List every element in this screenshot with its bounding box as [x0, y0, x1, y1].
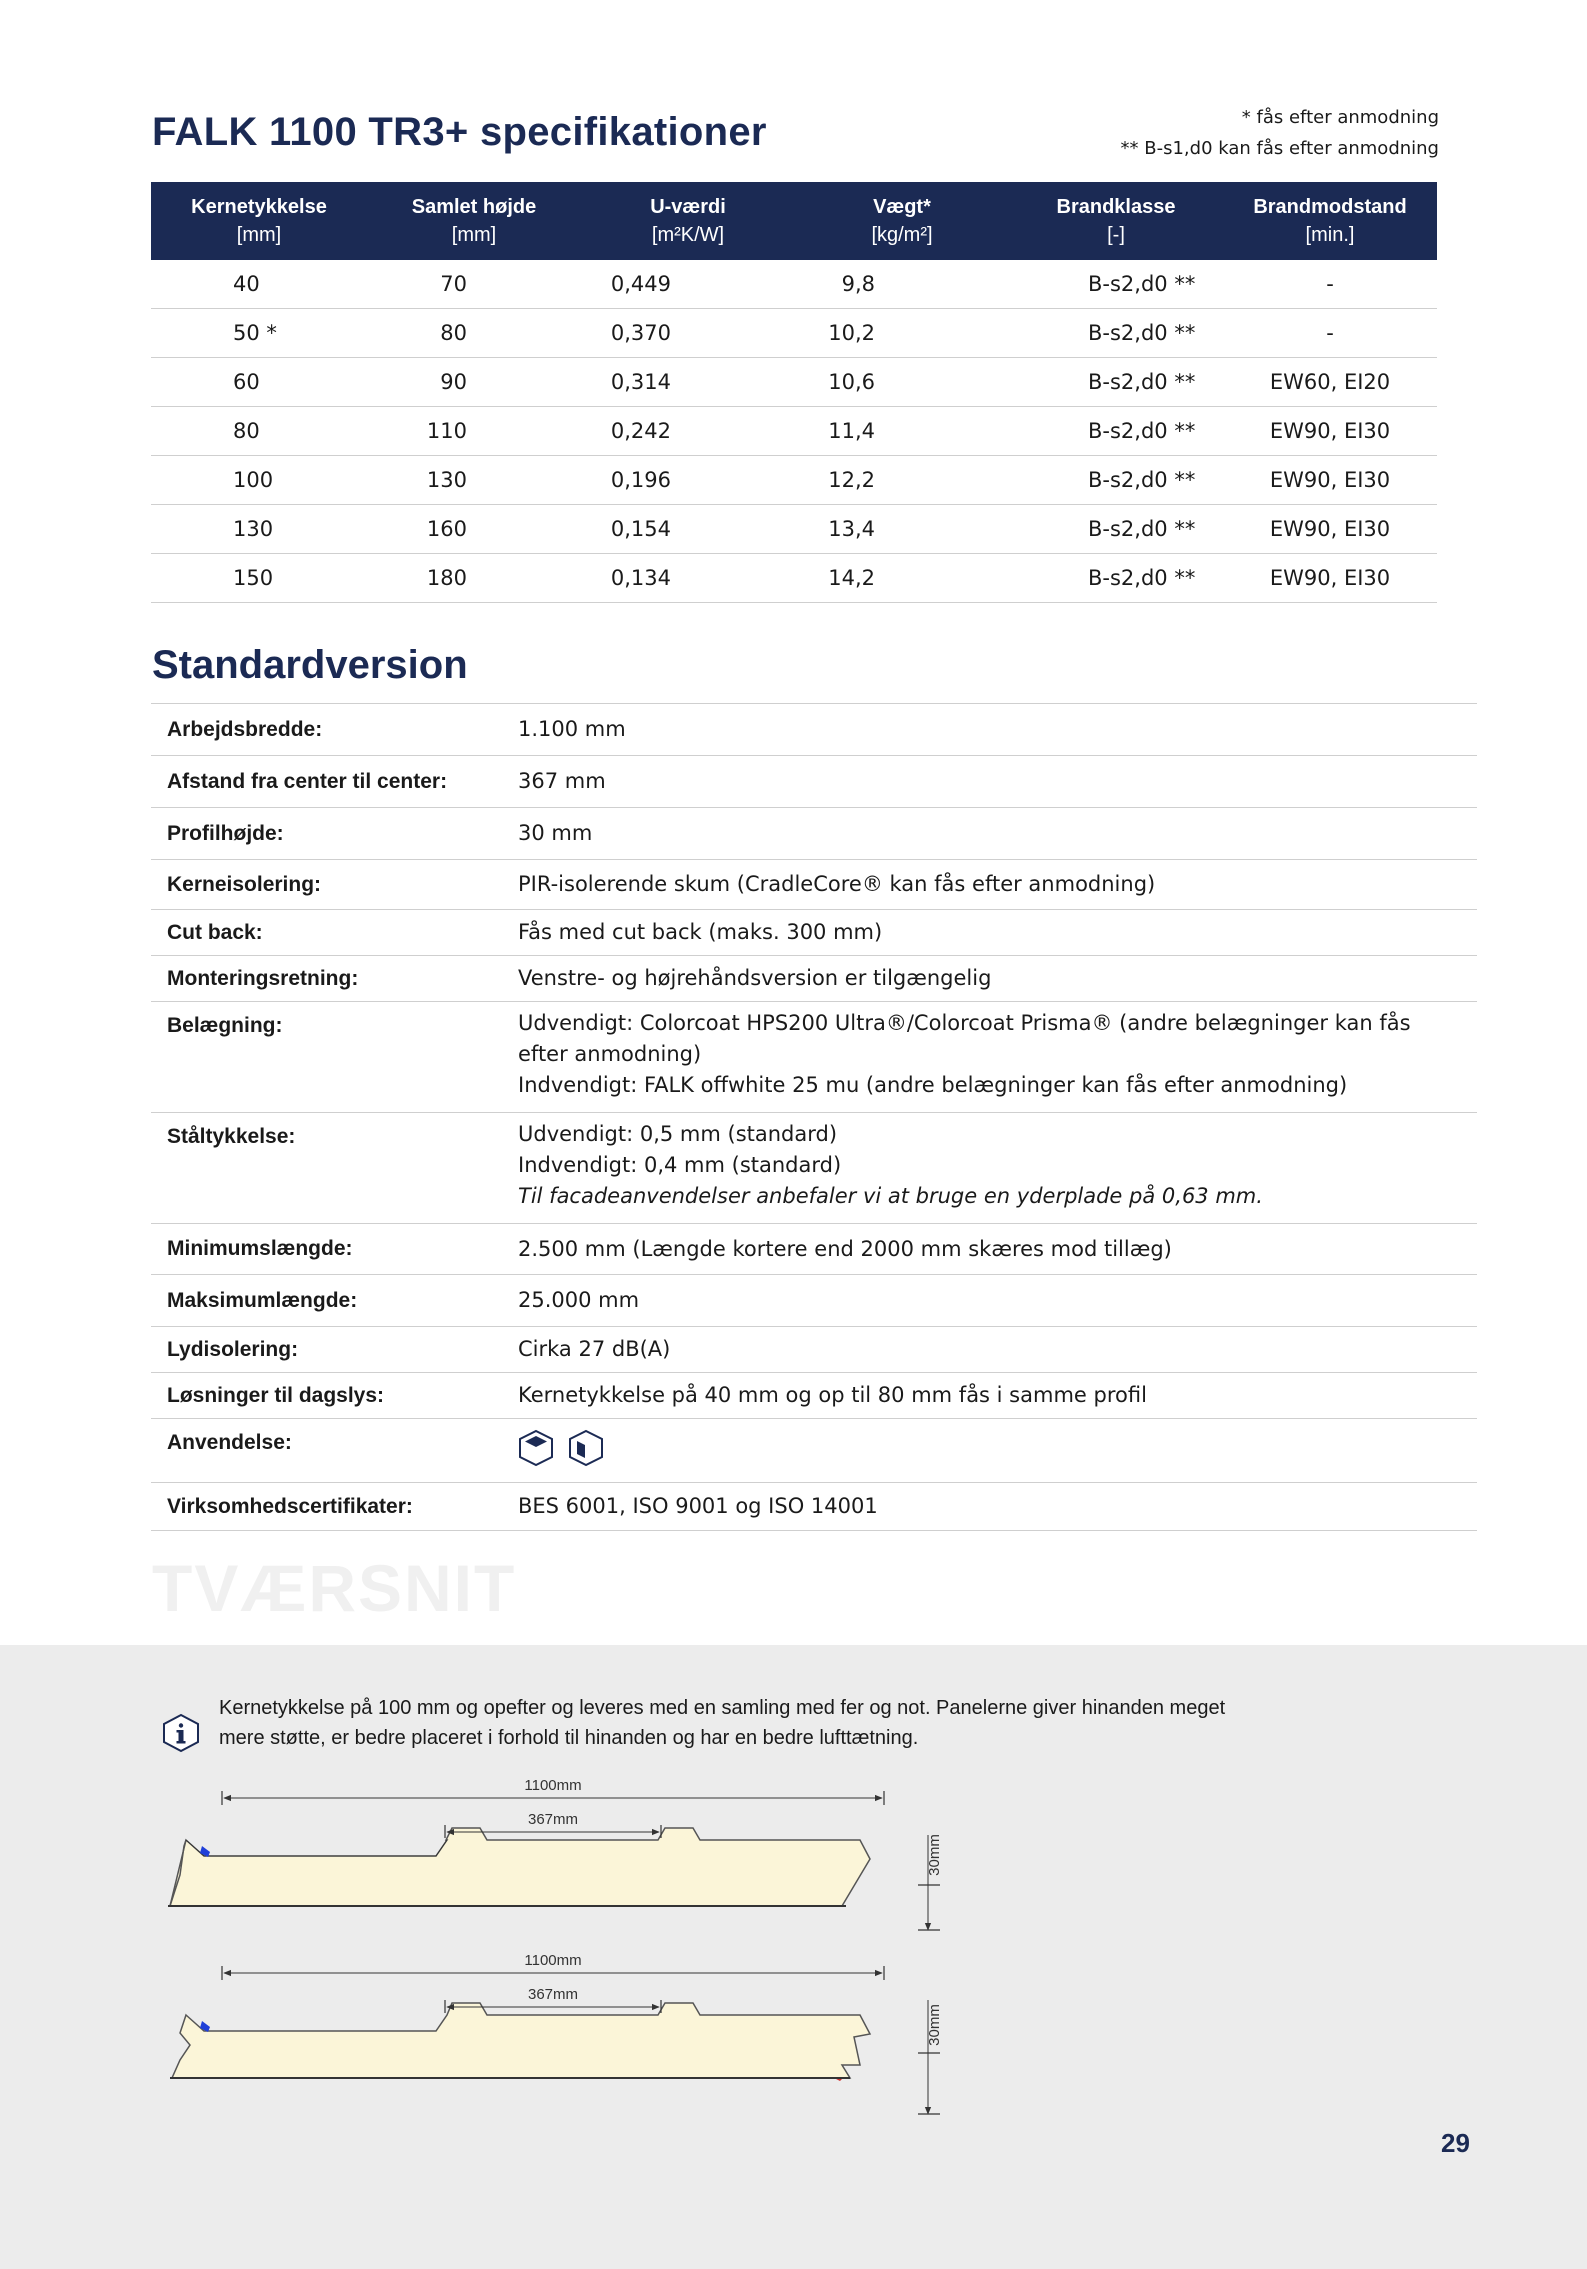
spec-row-staltykkelse	[151, 1113, 1477, 1224]
cell-u-vaerdi: 0,242	[581, 407, 795, 456]
cell-brandmodstand: EW90, EI30	[1223, 456, 1437, 505]
table-row	[151, 554, 1437, 603]
table-row	[151, 505, 1437, 554]
spec-row-cut-back	[151, 910, 1477, 956]
spec-row-profilhojde	[151, 808, 1477, 860]
spec-label: Virksomhedscertifikater:	[167, 1494, 413, 1518]
header-brandmodstand: Brandmodstand [min.]	[1223, 182, 1437, 260]
spec-value: Fås med cut back (maks. 300 mm)	[518, 920, 883, 944]
spec-value: PIR-isolerende skum (CradleCore® kan fås efter anmodning)	[518, 872, 1156, 896]
cell-vaegt: 14,2	[795, 554, 1009, 603]
cell-vaegt: 10,2	[795, 309, 1009, 358]
spec-value: 25.000 mm	[518, 1288, 640, 1312]
cell-u-vaerdi: 0,314	[581, 358, 795, 407]
standard-spec-list	[151, 703, 1477, 1531]
cell-brandmodstand: -	[1223, 260, 1437, 309]
header-u-vaerdi: U-værdi [m²K/W]	[581, 182, 795, 260]
spec-label: Anvendelse:	[167, 1431, 292, 1454]
cell-brandklasse: B-s2,d0 **	[1009, 554, 1223, 603]
info-line: Kernetykkelse på 100 mm og opefter og leveres med en samling med fer og not. Panelerne giver hinanden meget	[219, 1697, 1226, 1719]
footnotes	[1121, 102, 1439, 164]
spec-value: 2.500 mm (Længde kortere end 2000 mm skæres mod tillæg)	[518, 1236, 1172, 1261]
info-text	[219, 1693, 1349, 1753]
panel-profile-bottom	[170, 2003, 870, 2081]
cell-brandklasse: B-s2,d0 **	[1009, 260, 1223, 309]
cell-vaegt: 11,4	[795, 407, 1009, 456]
footnote-star: * fås efter anmodning	[1241, 107, 1439, 128]
spec-label: Løsninger til dagslys:	[167, 1383, 385, 1407]
pitch-dimension-label: 367mm	[527, 1811, 579, 1828]
cell-samlet-hojde: 130	[367, 456, 581, 505]
cell-vaegt: 9,8	[795, 260, 1009, 309]
spec-row-afstand	[151, 756, 1477, 808]
cell-u-vaerdi: 0,154	[581, 505, 795, 554]
spec-value: 367 mm	[518, 769, 606, 793]
cell-u-vaerdi: 0,449	[581, 260, 795, 309]
spec-value: Kernetykkelse på 40 mm og op til 80 mm fås i samme profil	[518, 1383, 1147, 1407]
spec-label: Cut back:	[167, 920, 263, 944]
spec-row-minimumslaengde	[151, 1224, 1477, 1275]
width-dimension-label: 1100mm	[524, 1777, 582, 1794]
spec-value: Udvendigt: 0,5 mm (standard) Indvendigt: 0,4 mm (standard) Til facadeanvendelser anbefaler vi at bruge en yderplade på 0,63 mm.	[518, 1122, 1263, 1208]
cell-brandmodstand: -	[1223, 309, 1437, 358]
cell-kernetykkelse: 60	[151, 358, 367, 407]
spec-label: Ståltykkelse:	[167, 1125, 296, 1148]
cell-u-vaerdi: 0,370	[581, 309, 795, 358]
cell-u-vaerdi: 0,134	[581, 554, 795, 603]
spec-table	[151, 182, 1437, 603]
spec-value: Cirka 27 dB(A)	[518, 1337, 671, 1361]
cell-samlet-hojde: 70	[367, 260, 581, 309]
page-number: 29	[1441, 2128, 1470, 2158]
cell-brandmodstand: EW90, EI30	[1223, 505, 1437, 554]
spec-value: 30 mm	[518, 821, 593, 845]
cell-kernetykkelse: 130	[151, 505, 367, 554]
header-kernetykkelse: Kernetykkelse [mm]	[151, 182, 367, 260]
spec-row-monteringsretning	[151, 956, 1477, 1002]
spec-label: Monteringsretning:	[167, 966, 359, 990]
cell-samlet-hojde: 90	[367, 358, 581, 407]
cell-brandklasse: B-s2,d0 **	[1009, 505, 1223, 554]
cell-brandklasse: B-s2,d0 **	[1009, 456, 1223, 505]
table-row	[151, 407, 1437, 456]
cross-section-diagram	[160, 1775, 960, 2125]
cell-brandklasse: B-s2,d0 **	[1009, 358, 1223, 407]
spec-label: Arbejdsbredde:	[167, 717, 323, 741]
spec-row-arbejdsbredde	[151, 704, 1477, 756]
spec-row-kerneisolering	[151, 860, 1477, 910]
cell-u-vaerdi: 0,196	[581, 456, 795, 505]
spec-label: Profilhøjde:	[167, 821, 284, 845]
section-title-standardversion: Standardversion	[152, 643, 468, 687]
spec-value	[518, 1419, 1477, 1482]
cell-brandmodstand: EW90, EI30	[1223, 407, 1437, 456]
table-row	[151, 309, 1437, 358]
spec-value: BES 6001, ISO 9001 og ISO 14001	[518, 1494, 878, 1518]
cell-kernetykkelse: 150	[151, 554, 367, 603]
cell-brandklasse: B-s2,d0 **	[1009, 407, 1223, 456]
wall-panel-icon	[568, 1429, 604, 1467]
cell-brandmodstand: EW60, EI20	[1223, 358, 1437, 407]
cell-vaegt: 10,6	[795, 358, 1009, 407]
cell-samlet-hojde: 80	[367, 309, 581, 358]
cell-samlet-hojde: 160	[367, 505, 581, 554]
spec-label: Lydisolering:	[167, 1337, 299, 1361]
header-vaegt: Vægt* [kg/m²]	[795, 182, 1009, 260]
page-title: FALK 1100 TR3+ specifikationer	[152, 110, 767, 154]
cell-brandklasse: B-s2,d0 **	[1009, 309, 1223, 358]
footnote-double-star: ** B-s1,d0 kan fås efter anmodning	[1120, 138, 1439, 159]
height-dimension-label: 30mm	[926, 1834, 943, 1876]
info-line: mere støtte, er bedre placeret i forhold til hinanden og har en bedre lufttætning.	[219, 1727, 919, 1749]
table-row	[151, 260, 1437, 309]
cell-vaegt: 12,2	[795, 456, 1009, 505]
cell-kernetykkelse: 50 *	[151, 309, 367, 358]
cell-kernetykkelse: 40	[151, 260, 367, 309]
spec-row-certifikater	[151, 1483, 1477, 1531]
spec-value: 1.100 mm	[518, 717, 626, 741]
spec-row-maksimumlaengde	[151, 1275, 1477, 1327]
pitch-dimension-label: 367mm	[527, 1986, 579, 2003]
height-dimension-label: 30mm	[926, 2004, 943, 2046]
cell-samlet-hojde: 180	[367, 554, 581, 603]
info-icon	[162, 1713, 200, 1753]
cell-vaegt: 13,4	[795, 505, 1009, 554]
spec-label: Kerneisolering:	[167, 872, 322, 896]
spec-value: Udvendigt: Colorcoat HPS200 Ultra®/Colorcoat Prisma® (andre belægninger kan fås efter anmodning) Indvendigt: FALK offwhite 25 mu (andre belægninger kan fås efter anmodning)	[518, 1011, 1411, 1097]
spec-label: Belægning:	[167, 1014, 283, 1037]
roof-panel-icon	[518, 1429, 554, 1467]
header-brandklasse: Brandklasse [-]	[1009, 182, 1223, 260]
spec-row-dagslys	[151, 1373, 1477, 1419]
spec-label: Afstand fra center til center:	[167, 769, 448, 793]
table-row	[151, 456, 1437, 505]
spec-value: Venstre- og højrehåndsversion er tilgængelig	[518, 966, 992, 990]
width-dimension-label: 1100mm	[524, 1952, 582, 1969]
spec-row-lydisolering	[151, 1327, 1477, 1373]
spec-row-belaegning	[151, 1002, 1477, 1113]
spec-header-row	[151, 182, 1437, 260]
tvaersnit-watermark: TVÆRSNIT	[152, 1551, 517, 1625]
cell-brandmodstand: EW90, EI30	[1223, 554, 1437, 603]
table-row	[151, 358, 1437, 407]
header-samlet-hojde: Samlet højde [mm]	[367, 182, 581, 260]
cell-samlet-hojde: 110	[367, 407, 581, 456]
panel-profile-top	[168, 1828, 870, 1906]
spec-row-anvendelse	[151, 1419, 1477, 1483]
cell-kernetykkelse: 100	[151, 456, 367, 505]
cell-kernetykkelse: 80	[151, 407, 367, 456]
spec-label: Maksimumlængde:	[167, 1288, 358, 1312]
spec-label: Minimumslængde:	[167, 1237, 353, 1260]
